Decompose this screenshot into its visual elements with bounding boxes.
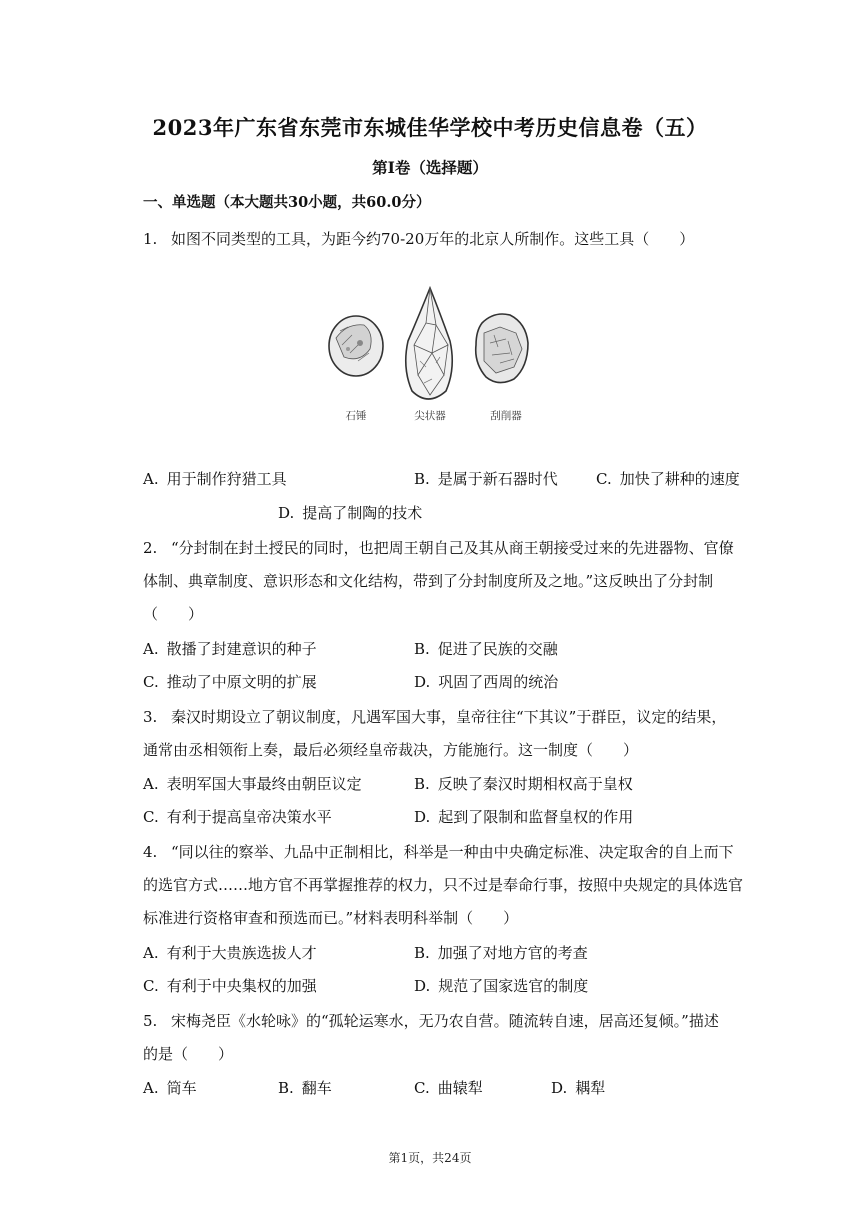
option-letter: D. (414, 808, 431, 826)
question-text: “同以往的察举、九品中正制相比，科举是一种由中央确定标准、决定取舍的自上而下 (171, 843, 734, 861)
question-5-stem (143, 1010, 719, 1031)
option-letter: C. (414, 1079, 430, 1097)
option-text: 提高了制陶的技术 (302, 504, 423, 522)
question-4-stem-line-2: 的选官方式……地方官不再掌握推荐的权力，只不过是奉命行事，按照中央规定的具体选官 (143, 876, 744, 894)
option-letter: B. (414, 470, 430, 488)
question-2-stem-line-3: （ ） (143, 605, 204, 623)
question-4-stem-line-3: 标准进行资格审查和预选而已。”材料表明科举制（ ） (143, 909, 519, 927)
option-text: 耦犁 (575, 1079, 606, 1097)
option-letter: A. (143, 470, 159, 488)
option-letter: B. (414, 640, 430, 658)
question-3-option-b[interactable] (414, 773, 633, 794)
figure-label-scraper: 刮削器 (490, 410, 522, 422)
option-text: 促进了民族的交融 (437, 640, 558, 658)
question-2-stem-line-2: 体制、典章制度、意识形态和文化结构，带到了分封制度所及之地。”这反映出了分封制 (143, 572, 714, 590)
question-number: 2. (143, 539, 158, 557)
option-text: 有利于大贵族选拔人才 (166, 944, 317, 962)
option-letter: A. (143, 775, 159, 793)
question-text: 如图不同类型的工具，为距今约70-20万年的北京人所制作。这些工具（ ） (171, 230, 695, 248)
question-5-option-b[interactable] (278, 1077, 332, 1098)
question-text: “分封制在封土授民的同时，也把周王朝自己及其从商王朝接受过来的先进器物、官僚 (171, 539, 734, 557)
option-text: 曲辕犁 (437, 1079, 483, 1097)
question-4-option-c[interactable] (143, 975, 317, 996)
option-text: 加强了对地方官的考查 (437, 944, 588, 962)
question-number: 1. (143, 230, 158, 248)
option-text: 用于制作狩猎工具 (166, 470, 287, 488)
option-letter: C. (143, 673, 159, 691)
option-text: 散播了封建意识的种子 (166, 640, 317, 658)
option-text: 表明军国大事最终由朝臣议定 (166, 775, 362, 793)
option-letter: A. (143, 640, 159, 658)
question-text: 宋梅尧臣《水轮咏》的“孤轮运寒水，无乃农自营。随流转自速，居高还复倾。”描述 (171, 1012, 719, 1030)
option-letter: B. (414, 944, 430, 962)
question-1-option-b[interactable] (414, 468, 558, 489)
question-3-stem-line-2: 通常由丞相领衔上奏，最后必须经皇帝裁决，方能施行。这一制度（ ） (143, 741, 639, 759)
stone-hammer-icon (329, 316, 383, 376)
question-2-option-c[interactable] (143, 671, 317, 692)
option-letter: C. (143, 977, 159, 995)
option-text: 起到了限制和监督皇权的作用 (438, 808, 634, 826)
scraper-icon (476, 314, 528, 383)
question-5-option-c[interactable] (414, 1077, 483, 1098)
question-3-option-d[interactable] (414, 806, 633, 827)
question-text: 秦汉时期设立了朝议制度，凡遇军国大事，皇帝往往“下其议”于群臣，议定的结果， (171, 708, 727, 726)
question-2-option-a[interactable] (143, 638, 317, 659)
option-text: 加快了耕种的速度 (619, 470, 740, 488)
option-text: 翻车 (301, 1079, 332, 1097)
exam-title: 2023年广东省东莞市东城佳华学校中考历史信息卷（五） (152, 115, 708, 140)
question-number: 4. (143, 843, 158, 861)
option-letter: A. (143, 944, 159, 962)
question-3-stem (143, 706, 726, 727)
question-5-option-a[interactable] (143, 1077, 197, 1098)
option-text: 巩固了西周的统治 (438, 673, 559, 691)
option-text: 有利于提高皇帝决策水平 (166, 808, 332, 826)
question-4-option-b[interactable] (414, 942, 588, 963)
stone-tools-figure (322, 283, 538, 428)
option-letter: D. (414, 977, 431, 995)
option-text: 推动了中原文明的扩展 (166, 673, 317, 691)
option-text: 是属于新石器时代 (437, 470, 558, 488)
question-1-option-d[interactable] (278, 502, 422, 523)
question-number: 3. (143, 708, 158, 726)
option-text: 筒车 (166, 1079, 197, 1097)
page-footer: 第1页，共24页 (388, 1151, 472, 1165)
option-letter: D. (278, 504, 295, 522)
question-2-option-b[interactable] (414, 638, 558, 659)
question-1-option-c[interactable] (596, 468, 740, 489)
option-text: 反映了秦汉时期相权高于皇权 (437, 775, 633, 793)
stone-tools-drawing (322, 283, 538, 428)
question-1-stem (143, 228, 694, 249)
option-text: 有利于中央集权的加强 (166, 977, 317, 995)
question-2-option-d[interactable] (414, 671, 558, 692)
figure-label-stone-hammer: 石锤 (345, 410, 367, 422)
question-3-option-a[interactable] (143, 773, 362, 794)
option-letter: B. (278, 1079, 294, 1097)
question-3-option-c[interactable] (143, 806, 332, 827)
option-letter: D. (551, 1079, 568, 1097)
question-number: 5. (143, 1012, 158, 1030)
option-letter: D. (414, 673, 431, 691)
question-4-option-a[interactable] (143, 942, 317, 963)
figure-label-point-tool: 尖状器 (414, 410, 446, 422)
section-heading: 一、单选题（本大题共30小题，共60.0分） (143, 194, 431, 211)
option-letter: C. (596, 470, 612, 488)
question-2-stem (143, 537, 734, 558)
option-letter: A. (143, 1079, 159, 1097)
question-5-stem-line-2: 的是（ ） (143, 1045, 234, 1063)
question-5-option-d[interactable] (551, 1077, 605, 1098)
question-4-stem (143, 841, 734, 862)
question-4-option-d[interactable] (414, 975, 588, 996)
question-1-option-a[interactable] (143, 468, 287, 489)
option-letter: C. (143, 808, 159, 826)
option-text: 规范了国家选官的制度 (438, 977, 589, 995)
volume-title: 第I卷（选择题） (372, 158, 488, 177)
option-letter: B. (414, 775, 430, 793)
point-tool-icon (406, 288, 453, 399)
